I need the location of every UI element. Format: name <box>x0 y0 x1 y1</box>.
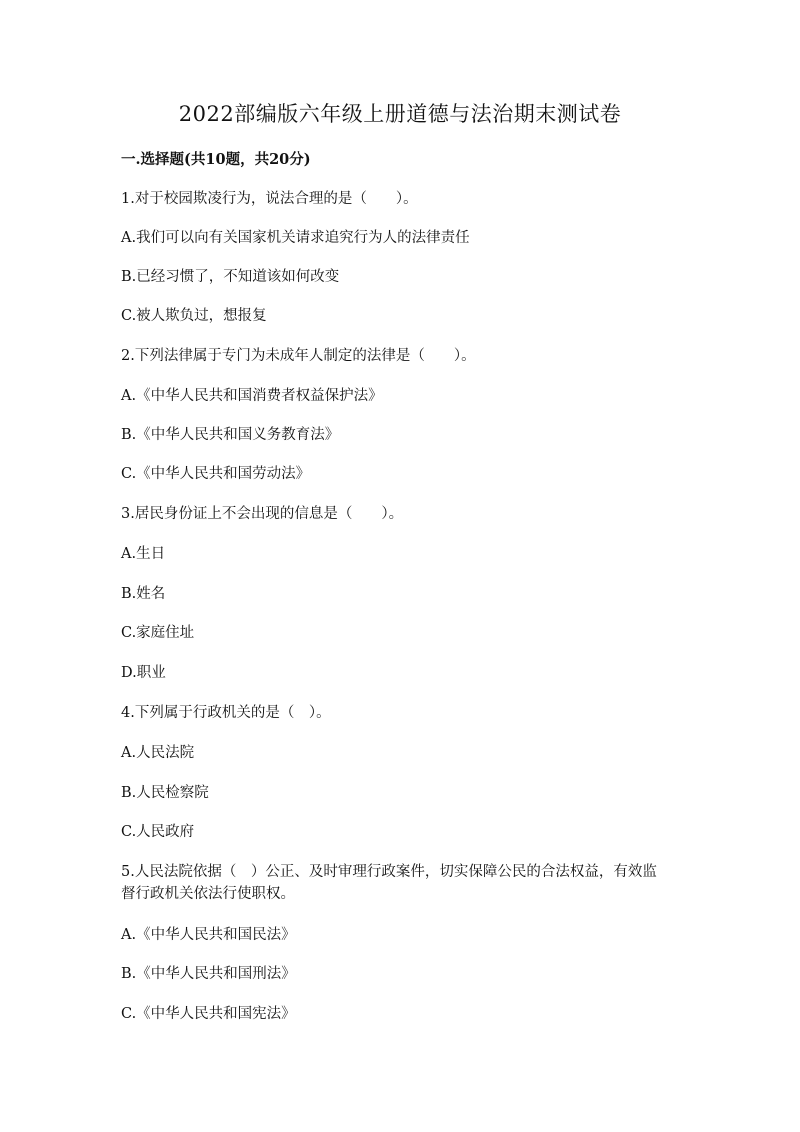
question-3-stem: 3.居民身份证上不会出现的信息是（ ）。 <box>121 506 404 522</box>
exam-title: 2022部编版六年级上册道德与法治期末测试卷 <box>178 102 622 126</box>
question-4-option-c: C.人民政府 <box>121 824 195 840</box>
section-heading: 一.选择题(共10题，共20分) <box>121 151 311 168</box>
question-3-option-d: D.职业 <box>121 665 166 681</box>
question-1-option-c: C.被人欺负过，想报复 <box>121 308 267 324</box>
question-3-option-c: C.家庭住址 <box>121 625 195 641</box>
question-4-option-a: A.人民法院 <box>121 745 195 761</box>
question-5-stem: 5.人民法院依据（ ）公正、及时审理行政案件，切实保障公民的合法权益，有效监督行政机关依法行使职权。 <box>121 864 657 902</box>
question-2-option-a: A.《中华人民共和国消费者权益保护法》 <box>121 388 383 404</box>
question-2-stem: 2.下列法律属于专门为未成年人制定的法律是（ ）。 <box>121 348 476 364</box>
question-3-option-a: A.生日 <box>121 546 166 562</box>
question-2-option-c: C.《中华人民共和国劳动法》 <box>121 466 311 482</box>
question-1-stem: 1.对于校园欺凌行为，说法合理的是（ ）。 <box>121 191 418 207</box>
question-2-option-b: B.《中华人民共和国义务教育法》 <box>121 427 340 443</box>
question-3-option-b: B.姓名 <box>121 586 166 602</box>
question-4-stem: 4.下列属于行政机关的是（ ）。 <box>121 705 331 721</box>
question-1-option-b: B.已经习惯了，不知道该如何改变 <box>121 269 340 285</box>
question-5-option-c: C.《中华人民共和国宪法》 <box>121 1006 296 1022</box>
question-5-option-b: B.《中华人民共和国刑法》 <box>121 966 296 982</box>
question-4-option-b: B.人民检察院 <box>121 785 209 801</box>
question-1-option-a: A.我们可以向有关国家机关请求追究行为人的法律责任 <box>121 230 470 246</box>
question-5-option-a: A.《中华人民共和国民法》 <box>121 927 296 943</box>
